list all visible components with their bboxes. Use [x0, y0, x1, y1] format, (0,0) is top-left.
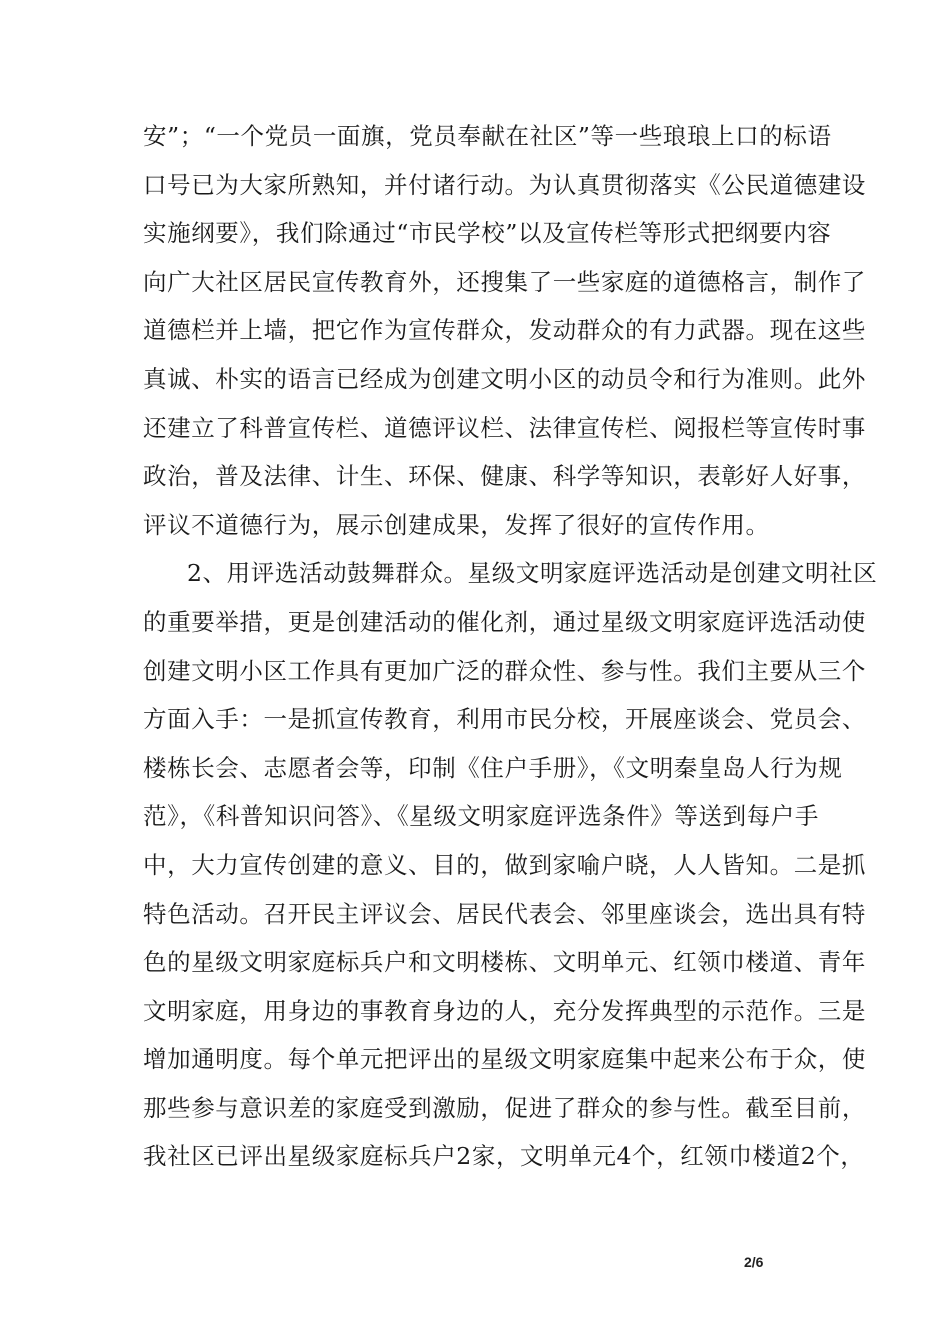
text-line: 实施纲要》，我们除通过“市民学校”以及宣传栏等形式把纲要内容 — [143, 219, 832, 248]
text-line: 文明家庭，用身边的事教育身边的人，充分发挥典型的示范作。三是 — [143, 996, 866, 1025]
paragraph-start-line: 2、用评选活动鼓舞群众。星级文明家庭评选活动是创建文明社区 — [187, 559, 878, 588]
text-line: 安”；“一个党员一面旗，党员奉献在社区”等一些琅琅上口的标语 — [143, 122, 832, 150]
text-line: 色的星级文明家庭标兵户和文明楼栋、文明单元、红领巾楼道、青年 — [143, 948, 866, 977]
page-number: 2/6 — [744, 1254, 764, 1270]
text-line: 范》，《科普知识问答》、《星级文明家庭评选条件》等送到每户手 — [143, 802, 819, 831]
text-line: 道德栏并上墙，把它作为宣传群众，发动群众的有力武器。现在这些 — [143, 316, 866, 345]
body-text — [143, 112, 878, 1181]
text-line: 那些参与意识差的家庭受到激励，促进了群众的参与性。截至目前， — [143, 1093, 866, 1122]
text-line: 的重要举措，更是创建活动的催化剂，通过星级文明家庭评选活动使 — [143, 607, 866, 636]
text-line: 向广大社区居民宣传教育外，还搜集了一些家庭的道德格言，制作了 — [143, 267, 866, 296]
text-line: 方面入手：一是抓宣传教育，利用市民分校，开展座谈会、党员会、 — [143, 705, 866, 734]
text-line: 楼栋长会、志愿者会等，印制《住户手册》，《文明秦皇岛人行为规 — [143, 753, 843, 782]
text-line: 真诚、朴实的语言已经成为创建文明小区的动员令和行为准则。此外 — [143, 364, 866, 393]
text-line: 增加通明度。每个单元把评出的星级文明家庭集中起来公布于众，使 — [143, 1045, 866, 1074]
text-line: 创建文明小区工作具有更加广泛的群众性、参与性。我们主要从三个 — [143, 656, 866, 685]
text-line: 还建立了科普宣传栏、道德评议栏、法律宣传栏、阅报栏等宣传时事 — [143, 413, 866, 442]
text-line: 口号已为大家所熟知，并付诸行动。为认真贯彻落实《公民道德建设 — [143, 170, 866, 199]
text-line: 政治，普及法律、计生、环保、健康、科学等知识，表彰好人好事， — [143, 462, 866, 491]
text-line: 评议不道德行为，展示创建成果，发挥了很好的宣传作用。 — [143, 510, 770, 539]
text-line: 特色活动。召开民主评议会、居民代表会、邻里座谈会，选出具有特 — [143, 899, 866, 928]
text-line: 中，大力宣传创建的意义、目的，做到家喻户晓，人人皆知。二是抓 — [143, 850, 866, 879]
text-line: 我社区已评出星级家庭标兵户2家，文明单元4个，红领巾楼道2个， — [143, 1142, 865, 1171]
